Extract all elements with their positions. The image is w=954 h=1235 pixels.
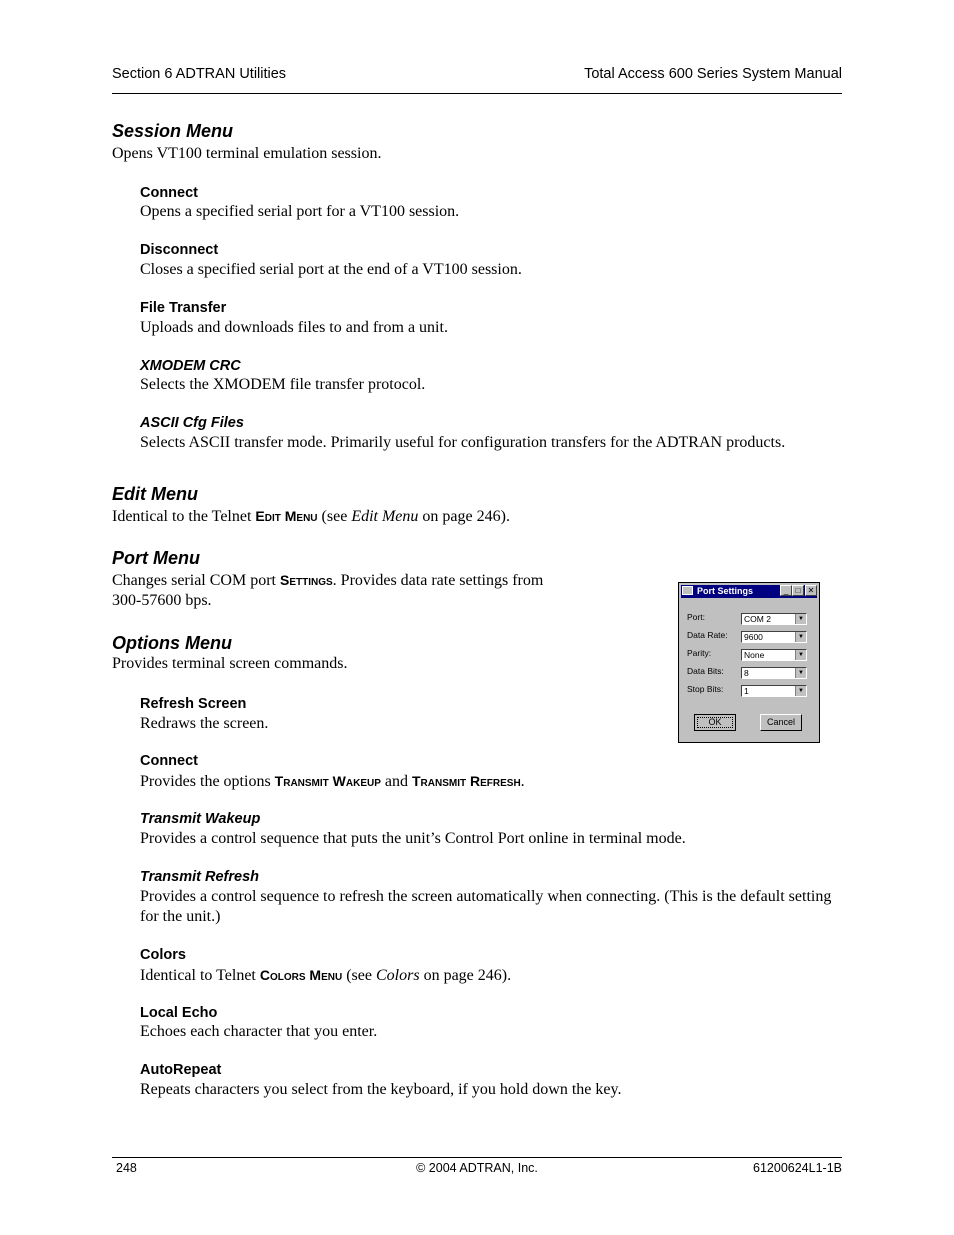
port-menu-heading: Port Menu (112, 548, 200, 568)
port-label: Port: (687, 612, 705, 622)
session-menu-heading: Session Menu (112, 121, 234, 141)
connect-desc: Opens a specified serial port for a VT100 session. (140, 203, 460, 220)
page-footer (112, 1157, 842, 1175)
parity-label: Parity: (687, 648, 712, 658)
options-menu-desc: Provides terminal screen commands. (112, 655, 348, 672)
chevron-down-icon[interactable]: ▼ (795, 650, 806, 660)
data-bits-select[interactable]: 8 ▼ (741, 667, 807, 679)
colors-heading: Colors (140, 947, 186, 963)
options-connect-heading: Connect (140, 753, 198, 769)
chevron-down-icon[interactable]: ▼ (795, 632, 806, 642)
data-bits-label: Data Bits: (687, 666, 724, 676)
options-menu-heading: Options Menu (112, 633, 232, 653)
options-connect-desc: Provides the options Transmit Wakeup and Transmit Refresh. (140, 773, 525, 790)
minimize-icon[interactable]: _ (780, 585, 792, 596)
data-rate-label: Data Rate: (687, 630, 728, 640)
file-transfer-heading: File Transfer (140, 300, 227, 316)
edit-menu-heading: Edit Menu (112, 484, 198, 504)
ascii-desc: Selects ASCII transfer mode. Primarily useful for configuration transfers for the ADTRAN products. (140, 434, 786, 451)
chevron-down-icon[interactable]: ▼ (795, 686, 806, 696)
chevron-down-icon[interactable]: ▼ (795, 668, 806, 678)
autorepeat-heading: AutoRepeat (140, 1062, 222, 1078)
copyright: © 2004 ADTRAN, Inc. (416, 1161, 538, 1175)
page-number: 248 (116, 1161, 137, 1175)
refresh-screen-desc: Redraws the screen. (140, 715, 269, 732)
window-app-icon (682, 586, 693, 595)
page-header (112, 66, 842, 94)
transmit-wakeup-heading: Transmit Wakeup (140, 811, 261, 827)
ascii-heading: ASCII Cfg Files (140, 415, 244, 431)
disconnect-desc: Closes a specified serial port at the end of a VT100 session. (140, 261, 522, 278)
cancel-button[interactable]: Cancel (760, 714, 802, 731)
transmit-refresh-desc: Provides a control sequence to refresh the screen automatically when connecting. (This is the default setting for the unit.) (140, 888, 832, 925)
transmit-wakeup-desc: Provides a control sequence that puts the unit’s Control Port online in terminal mode. (140, 830, 686, 847)
data-rate-select[interactable]: 9600 ▼ (741, 631, 807, 643)
disconnect-heading: Disconnect (140, 242, 219, 258)
port-settings-dialog (678, 582, 820, 743)
xmodem-heading: XMODEM CRC (140, 358, 241, 374)
ok-button[interactable]: OK (694, 714, 736, 731)
local-echo-heading: Local Echo (140, 1005, 218, 1021)
transmit-refresh-heading: Transmit Refresh (140, 869, 259, 885)
maximize-icon[interactable]: □ (792, 585, 804, 596)
local-echo-desc: Echoes each character that you enter. (140, 1023, 378, 1040)
header-section: Section 6 ADTRAN Utilities (112, 66, 287, 82)
stop-bits-label: Stop Bits: (687, 684, 724, 694)
colors-desc: Identical to Telnet Colors Menu (see Colors on page 246). (140, 967, 512, 984)
close-icon[interactable]: ✕ (805, 585, 817, 596)
parity-select[interactable]: None ▼ (741, 649, 807, 661)
stop-bits-select[interactable]: 1 ▼ (741, 685, 807, 697)
edit-menu-desc: Identical to the Telnet Edit Menu (see Edit Menu on page 246). (112, 508, 510, 525)
port-select[interactable]: COM 2 ▼ (741, 613, 807, 625)
xmodem-desc: Selects the XMODEM file transfer protocol. (140, 376, 426, 393)
dialog-title: Port Settings (697, 586, 754, 596)
file-transfer-desc: Uploads and downloads files to and from a unit. (140, 319, 448, 336)
refresh-screen-heading: Refresh Screen (140, 696, 247, 712)
connect-heading: Connect (140, 185, 198, 201)
port-menu-desc: Changes serial COM port Settings. Provides data rate settings from 300-57600 bps. (112, 572, 544, 609)
autorepeat-desc: Repeats characters you select from the keyboard, if you hold down the key. (140, 1081, 622, 1098)
session-menu-desc: Opens VT100 terminal emulation session. (112, 145, 382, 162)
header-manual-title: Total Access 600 Series System Manual (584, 66, 842, 82)
chevron-down-icon[interactable]: ▼ (795, 614, 806, 624)
doc-number: 61200624L1-1B (753, 1161, 842, 1175)
